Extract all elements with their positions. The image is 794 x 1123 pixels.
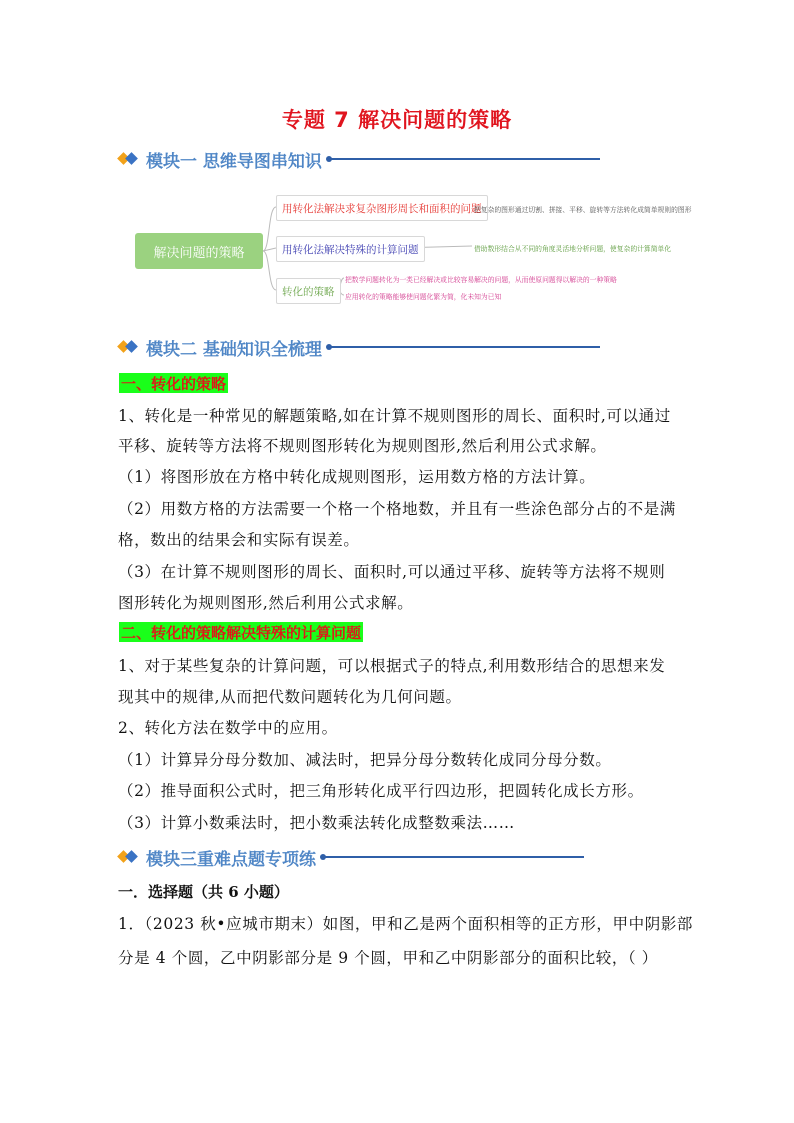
question-text: 分是 4 个圆，乙中阴影部分是 9 个圆，甲和乙中阴影部分的面积比较，（ ） bbox=[118, 949, 658, 967]
paragraph-line: （2）用数方格的方法需要一个格一个格地数，并且有一些涂色部分占的不是满 bbox=[118, 500, 676, 518]
paragraph-line: （1）将图形放在方格中转化成规则图形，运用数方格的方法计算。 bbox=[118, 468, 596, 486]
page-title: 专题 7 解决问题的策略 bbox=[281, 108, 513, 132]
paragraph-line: （3）在计算不规则图形的周长、面积时,可以通过平移、旋转等方法将不规则 bbox=[118, 563, 666, 581]
mind-map bbox=[130, 190, 690, 315]
mind-map-branch: 转化的策略 bbox=[276, 278, 341, 304]
mind-map-branch: 用转化法解决特殊的计算问题 bbox=[276, 236, 425, 262]
paragraph-line: （2）推导面积公式时，把三角形转化成平行四边形，把圆转化成长方形。 bbox=[118, 782, 644, 800]
module-3-title: 模块三重难点题专项练 bbox=[146, 849, 316, 870]
module-divider bbox=[328, 346, 600, 348]
module-1-header bbox=[118, 147, 600, 171]
mind-map-root: 解决问题的策略 bbox=[135, 233, 263, 269]
module-2-title: 模块二 基础知识全梳理 bbox=[146, 339, 322, 360]
question-group-heading: 一．选择题（共 6 小题） bbox=[118, 883, 289, 901]
mind-map-branch: 用转化法解决求复杂图形周长和面积的问题 bbox=[276, 195, 488, 221]
paragraph-line: （1）计算异分母分数加、减法时，把异分母分数转化成同分母分数。 bbox=[118, 751, 612, 769]
paragraph-line: 现其中的规律,从而把代数问题转化为几何问题。 bbox=[118, 688, 462, 706]
mind-map-leaf: 把数学问题转化为一类已经解决或比较容易解决的问题，从而使原问题得以解决的一种策略 bbox=[345, 276, 617, 284]
paragraph-line: 格，数出的结果会和实际有误差。 bbox=[118, 531, 360, 549]
paragraph-line: 图形转化为规则图形,然后利用公式求解。 bbox=[118, 594, 414, 612]
paragraph-line: 1、对于某些复杂的计算问题，可以根据式子的特点,利用数形结合的思想来发 bbox=[118, 657, 666, 675]
paragraph-line: 1、转化是一种常见的解题策略,如在计算不规则图形的周长、面积时,可以通过 bbox=[118, 407, 671, 425]
mind-map-leaf: 借助数形结合从不同的角度灵活地分析问题，使复杂的计算简单化 bbox=[474, 245, 672, 253]
mind-map-leaf: 应用转化的策略能够使问题化繁为简，化未知为已知 bbox=[345, 293, 502, 301]
paragraph-line: 平移、旋转等方法将不规则图形转化为规则图形,然后利用公式求解。 bbox=[118, 437, 607, 455]
section-heading: 一、转化的策略 bbox=[121, 374, 227, 393]
mind-map-leaf: 把复杂的图形通过切割、拼接、平移、旋转等方法转化成简单规则的图形 bbox=[474, 206, 692, 214]
module-3-header bbox=[118, 845, 584, 869]
paragraph-line: （3）计算小数乘法时，把小数乘法转化成整数乘法…… bbox=[118, 814, 515, 832]
question-text: 1．（2023 秋•应城市期末）如图，甲和乙是两个面积相等的正方形，甲中阴影部 bbox=[118, 915, 694, 933]
double-diamond-icon bbox=[118, 152, 140, 166]
module-divider bbox=[328, 158, 600, 160]
module-2-header bbox=[118, 335, 600, 359]
double-diamond-icon bbox=[118, 850, 140, 864]
double-diamond-icon bbox=[118, 340, 140, 354]
module-divider bbox=[322, 856, 584, 858]
section-heading: 二、转化的策略解决特殊的计算问题 bbox=[121, 623, 362, 642]
paragraph-line: 2、转化方法在数学中的应用。 bbox=[118, 719, 338, 737]
module-1-title: 模块一 思维导图串知识 bbox=[146, 151, 322, 172]
